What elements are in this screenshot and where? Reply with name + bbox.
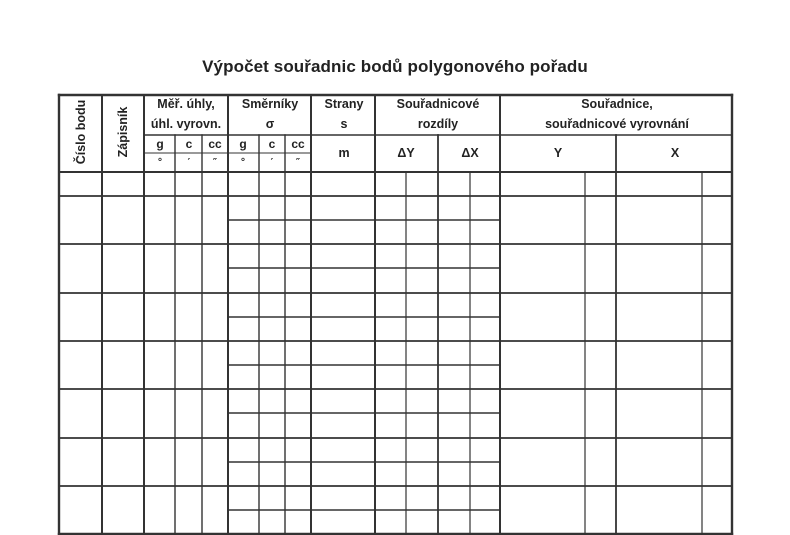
- header-coord-y: Y: [553, 146, 563, 160]
- angle-unit-min: ′: [187, 157, 191, 168]
- header-point-number: Číslo bodu: [74, 99, 88, 165]
- bearing-unit-g: g: [239, 137, 247, 151]
- bearing-unit-c: c: [268, 137, 276, 151]
- bearing-unit-min: ′: [270, 157, 274, 168]
- header-angles-line2: úhl. vyrovn.: [150, 117, 222, 131]
- header-delta-x: ΔX: [461, 146, 479, 160]
- angle-unit-sec: ″: [212, 157, 218, 168]
- angle-unit-cc: cc: [208, 137, 222, 151]
- header-coords-line1: Souřadnice,: [581, 97, 653, 111]
- bearing-unit-sec: ″: [295, 157, 301, 168]
- form-title: Výpočet souřadnic bodů polygonového pořadu: [202, 57, 588, 76]
- bearing-unit-deg: °: [240, 157, 246, 168]
- header-sides-symbol: s: [340, 117, 348, 131]
- bearing-unit-cc: cc: [291, 137, 305, 151]
- header-delta-y: ΔY: [397, 146, 415, 160]
- header-bearings-line1: Směrníky: [241, 97, 299, 111]
- header-coords-line2: souřadnicové vyrovnání: [545, 117, 689, 131]
- header-field-book: Zápisník: [116, 106, 130, 158]
- header-bearings-symbol: σ: [265, 117, 275, 131]
- header-coord-x: X: [670, 146, 680, 160]
- header-sides-line1: Strany: [324, 97, 364, 111]
- angle-unit-deg: °: [157, 157, 163, 168]
- header-angles-line1: Měř. úhly,: [157, 97, 215, 111]
- angle-unit-g: g: [156, 137, 164, 151]
- header-sides-unit: m: [338, 146, 350, 160]
- header-diff-line2: rozdíly: [417, 117, 459, 131]
- angle-unit-c: c: [185, 137, 193, 151]
- header-diff-line1: Souřadnicové: [396, 97, 480, 111]
